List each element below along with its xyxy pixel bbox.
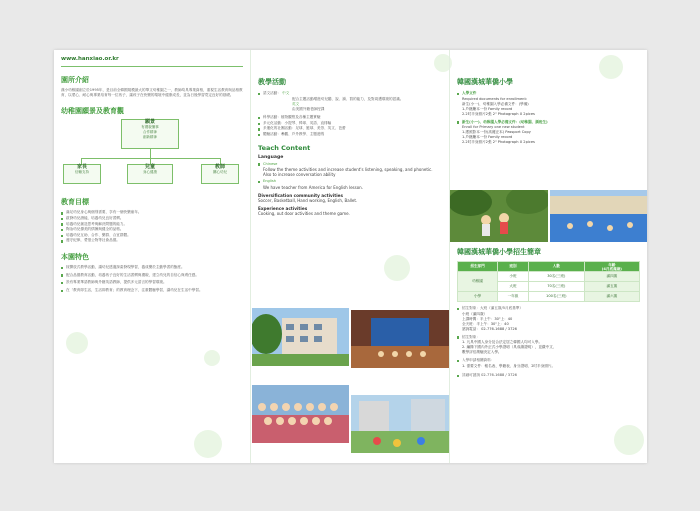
document-line: 新生(小一)、幼稚園入學必備文件：(學備) — [462, 101, 529, 106]
list-item: 啟發幼兒潛能，培養幼兒良好習慣。 — [61, 216, 243, 222]
list-item: 採開放式教學活動，讓幼兒透過探索發現學習，養成樂於主動學習的態度。 — [61, 265, 243, 271]
vision-chart — [61, 119, 243, 189]
chinese-activity-text: 配合主題活動增進幼兒聽、說、讀、寫的能力，及對周遭環境的認識。 — [292, 96, 404, 101]
admission-section — [457, 247, 640, 378]
table-row — [458, 292, 640, 302]
info-line: 上課時間：半上午：30"上：40 — [462, 316, 513, 321]
edu-goals-list — [61, 210, 243, 244]
table-header-row — [458, 262, 640, 272]
table-cell: 30名(三班) — [528, 272, 584, 282]
info-line: 小班（滿四歲） — [462, 311, 488, 316]
chart-box-title: 兒童 — [144, 164, 155, 171]
chart-box-vision — [121, 119, 179, 149]
photo-garden-kids — [450, 190, 548, 242]
table-header: 人數 — [528, 262, 584, 272]
features-list — [61, 265, 243, 293]
document-line: Required documents for enrollment: — [462, 96, 528, 101]
chart-box-line: 身心健康 — [143, 170, 157, 175]
document-line: 2.2吋半身照片2張 2" Photograph X 2pices — [462, 140, 535, 145]
chinese-en-text: Follow the theme activities and increase student's listening, speaking, and phonetic. Also to increase conversation ability — [263, 167, 433, 178]
table-header: 招生部門 — [458, 262, 498, 272]
chart-box-line: 信賴支持 — [75, 170, 89, 175]
table-cell: 70名(三班) — [528, 282, 584, 292]
chart-box-parents — [63, 164, 101, 184]
table-cell: 一年級 — [498, 292, 529, 302]
chart-box-teachers — [201, 164, 239, 184]
table-row — [458, 272, 640, 282]
diversification-text: Soccer, Basketball, Hand working, English, Ballet. — [258, 197, 358, 203]
enroll-list — [457, 125, 640, 145]
chart-box-line: 創新精神 — [143, 135, 157, 140]
info-block-application — [457, 358, 640, 369]
list-item: 體驗活動：參觀、戶外教學、主題遊戲 — [258, 132, 442, 138]
chart-box-title: 家長 — [76, 164, 87, 171]
edu-goals-title: 教育目標 — [61, 198, 89, 207]
table-cell: 小班 — [498, 272, 529, 282]
table-cell: 幼稚園 — [458, 272, 498, 292]
table-cell: 小學 — [458, 292, 498, 302]
chart-connector — [150, 149, 151, 158]
list-item: 多元化活動：小提琴、棒球、英語、直排輪 — [258, 121, 442, 127]
chinese-en-label: Chinese — [263, 161, 278, 166]
list-item: 滿足幼兒身心與個別需要，享有一個快樂童年。 — [61, 210, 243, 216]
enroll-title: 新生(小一)、幼稚園入學必備文件：(幼稚園、插班生) — [457, 120, 640, 126]
table-cell: 滿五歲 — [584, 282, 639, 292]
admission-title: 韓國漢城華僑小學招生簡章 — [457, 248, 541, 256]
table-cell: 100名(三班) — [528, 292, 584, 302]
info-line: 招生對象：大班（滿五歲/5月底基準） — [457, 306, 640, 312]
vision-title: 幼稚園願景及教育觀 — [61, 107, 124, 116]
table-header — [584, 262, 639, 272]
intro-text: 漢小幼稚園創立於1995年，是目前全韓國規模最大的華文幼稚園之一，教師均具專業資格，重視生活教育與品格教育，以愛心、耐心與專業培育每一位孩子，讓孩子在快樂的環境中健康成長，並為日後學習奠定良好的基礎。 — [61, 88, 243, 98]
english-en-text: We have teacher from America for English lesson. — [263, 184, 363, 190]
experience-text: Cooking, out door activities and theme game. — [258, 210, 350, 216]
features-title: 本園特色 — [61, 252, 89, 261]
info-line: 招生對象： — [457, 335, 640, 341]
chart-box-title: 教師 — [214, 164, 225, 171]
info-line: 全天班：半上午：30"上：40 — [462, 321, 509, 326]
language-heading: Language — [258, 154, 284, 160]
chart-box-line: 關心幼兒 — [213, 170, 227, 175]
age-header: 年齡 — [608, 262, 616, 267]
list-item: 遵守紀律，愛惜公物等社會品德。 — [61, 238, 243, 244]
chart-box-title: 願景 — [144, 119, 155, 126]
chart-box-line: 有禮貌懂事 — [141, 125, 159, 130]
brochure-sheet — [54, 50, 647, 463]
list-item: 科學活動：植物觀察及各種主題實驗 — [258, 115, 442, 121]
document-line: 2.2吋半身照片2張 2" Photograph X 2pices — [462, 111, 535, 116]
table-cell: 滿六歲 — [584, 292, 639, 302]
documents-list — [457, 97, 640, 117]
info-line: 諮詢電話： 02-776-1688 / 3726 — [462, 326, 517, 331]
language-activity — [258, 91, 442, 97]
chinese-label: 中文 — [282, 91, 290, 95]
english-label: 英文 — [292, 101, 300, 106]
language-label: 語文活動： — [263, 91, 281, 95]
table-cell: 滿四歲 — [584, 272, 639, 282]
info-block-eligibility — [457, 335, 640, 356]
list-item: 培養幼兒創造思考與解決問題的能力。 — [61, 222, 243, 228]
english-activity-text: 由美國外籍老師授課 — [292, 107, 325, 111]
info-line: 1. 需要文件：報名表、學籍表、身分證明、2吋半身照片。 — [462, 363, 556, 368]
diversification-title: Diversification community activities — [258, 192, 343, 198]
table-header: 班別 — [498, 262, 529, 272]
list-item: 多運化的社團活動：足球、籃球、美勞、英文、芭蕾 — [258, 126, 442, 132]
info-line: 1. 凡具中國人身分及合法定居之韓國人均可入學。 — [462, 340, 543, 345]
list-item: 配合品德教育活動，培養孩子良好的生活習慣與禮貌，建立幼兒的自信心與責任感。 — [61, 273, 243, 279]
admission-table — [457, 261, 640, 302]
chart-box-line: 合作精神 — [143, 130, 157, 135]
chinese-heading — [258, 162, 442, 168]
info-line: 2. 編錄下國內外正式小學證明（具成績證明），並繳中文、 — [462, 345, 557, 350]
chart-box-children — [127, 164, 173, 184]
english-heading — [258, 179, 442, 185]
contact-line[interactable]: 詳細可諮詢 02-776-1688 / 3726 — [457, 373, 640, 379]
document-line: Enroll for Primary one new student — [462, 125, 525, 130]
intro-title: 園所介紹 — [61, 76, 89, 84]
school-title: 韓國漢城華僑小學 — [457, 78, 513, 86]
document-line: 1.戶籍騰本一份 Family record — [462, 106, 513, 111]
experience-title: Experience activities — [258, 205, 308, 211]
photo-stage-performance — [351, 310, 449, 368]
left-panel — [54, 50, 250, 463]
list-item: 在「教育即生活，生活即教育」的教育理念下，注重體驗學習，讓幼兒在生活中學習。 — [61, 288, 243, 294]
teach-content-title: Teach Content — [258, 143, 311, 152]
list-item: 設有專業華語教師與外籍英語教師，提供多元語言的學習環境。 — [61, 280, 243, 286]
age-note: (4月底滿歲) — [601, 266, 622, 271]
english-en-label: English — [263, 179, 276, 184]
photo-playground-event — [351, 395, 449, 453]
photo-choir-children — [252, 385, 349, 443]
photo-school-building — [252, 308, 349, 366]
info-line: 數學評估測驗決定入學。 — [462, 350, 502, 355]
photo-sports-day — [550, 190, 647, 242]
document-line: 1.戶籍騰本一份 Family record — [462, 135, 513, 140]
documents-title: 入學文件 — [457, 91, 640, 97]
info-block-schedule — [457, 306, 640, 332]
list-item: 陶冶幼兒優美的情操與健全的品格。 — [61, 227, 243, 233]
info-line: 入學申請相關資料： — [457, 358, 640, 364]
list-item: 培養幼兒互助、合作、樂群、合宜群體。 — [61, 233, 243, 239]
website-url[interactable]: www.hanxiao.or.kr — [61, 56, 243, 67]
table-cell: 大班 — [498, 282, 529, 292]
document-line: 1.護照影本一份(高麗正本) Passport Copy — [462, 130, 531, 135]
activities-title: 教學活動 — [258, 78, 286, 86]
